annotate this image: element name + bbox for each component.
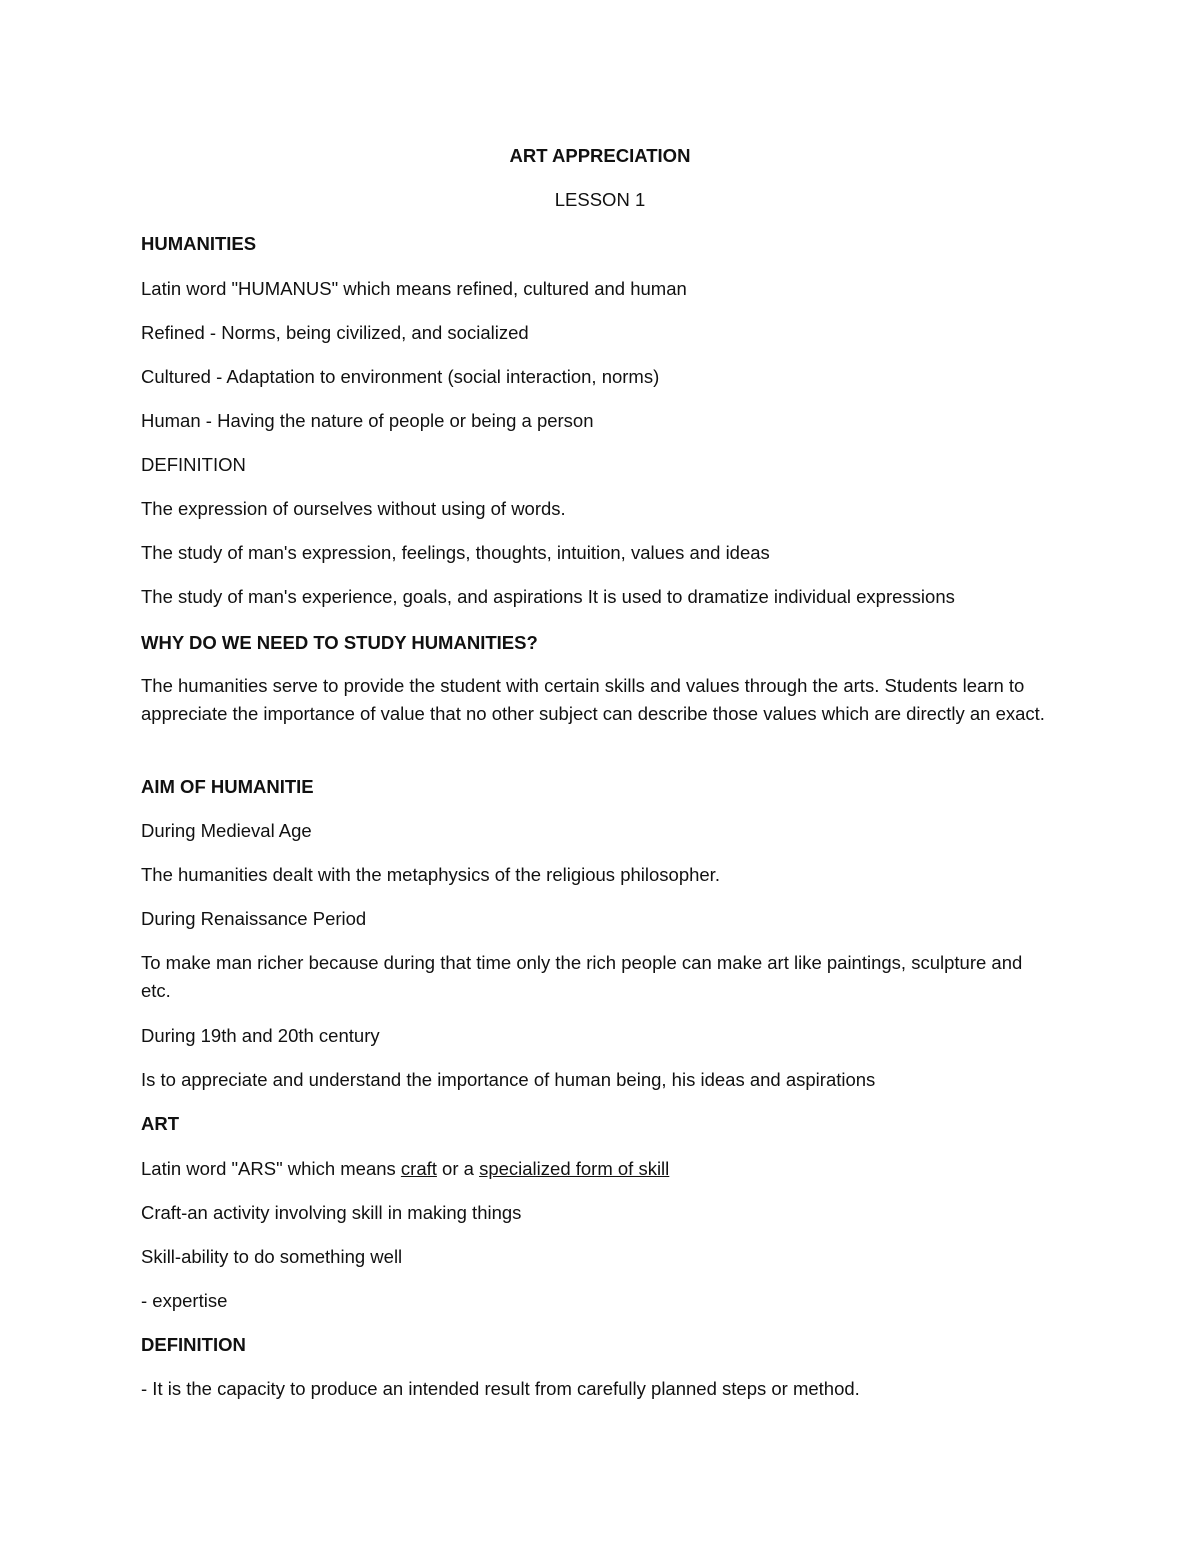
medieval-label: During Medieval Age <box>141 820 312 841</box>
aim-heading: AIM OF HUMANITIE <box>141 776 314 797</box>
cultured-line: Cultured - Adaptation to environment (social interaction, norms) <box>141 366 660 387</box>
why-heading: WHY DO WE NEED TO STUDY HUMANITIES? <box>141 632 538 653</box>
lesson-label: LESSON 1 <box>554 189 646 210</box>
renaissance-text: To make man richer because during that time only the rich people can make art like paintings, sculpture and etc. <box>141 952 1023 1001</box>
ars-middle: or a <box>436 1158 480 1179</box>
humanus-line: Latin word "HUMANUS" which means refined, cultured and human <box>141 278 687 299</box>
document-title: ART APPRECIATION <box>509 145 691 166</box>
skill-line: Skill-ability to do something well <box>141 1246 403 1267</box>
refined-line: Refined - Norms, being civilized, and socialized <box>141 322 529 343</box>
century-label: During 19th and 20th century <box>141 1025 380 1046</box>
expertise-line: - expertise <box>141 1290 228 1311</box>
definition-label: DEFINITION <box>141 454 246 475</box>
art-definition-heading: DEFINITION <box>141 1334 246 1355</box>
definition-line-3: The study of man's experience, goals, and aspirations It is used to dramatize individual expressions <box>141 586 955 607</box>
century-text: Is to appreciate and understand the importance of human being, his ideas and aspirations <box>141 1069 876 1090</box>
definition-line-2: The study of man's expression, feelings, thoughts, intuition, values and ideas <box>141 542 770 563</box>
ars-prefix: Latin word "ARS" which means <box>141 1158 401 1179</box>
capacity-line: - It is the capacity to produce an intended result from carefully planned steps or method. <box>141 1378 860 1399</box>
skill-term: specialized form of skill <box>479 1158 670 1179</box>
human-line: Human - Having the nature of people or being a person <box>141 410 594 431</box>
renaissance-label: During Renaissance Period <box>141 908 367 929</box>
definition-line-1: The expression of ourselves without using of words. <box>141 498 566 519</box>
art-heading: ART <box>141 1113 180 1134</box>
craft-term: craft <box>400 1158 437 1179</box>
why-paragraph: The humanities serve to provide the student with certain skills and values through the arts. Students learn to appreciate the importance of value that no other subject can describe those values which are directly an exact. <box>141 675 1045 724</box>
ars-line <box>141 1155 1061 1183</box>
medieval-text: The humanities dealt with the metaphysics of the religious philosopher. <box>141 864 720 885</box>
craft-line: Craft-an activity involving skill in making things <box>141 1202 522 1223</box>
humanities-heading: HUMANITIES <box>141 233 257 254</box>
